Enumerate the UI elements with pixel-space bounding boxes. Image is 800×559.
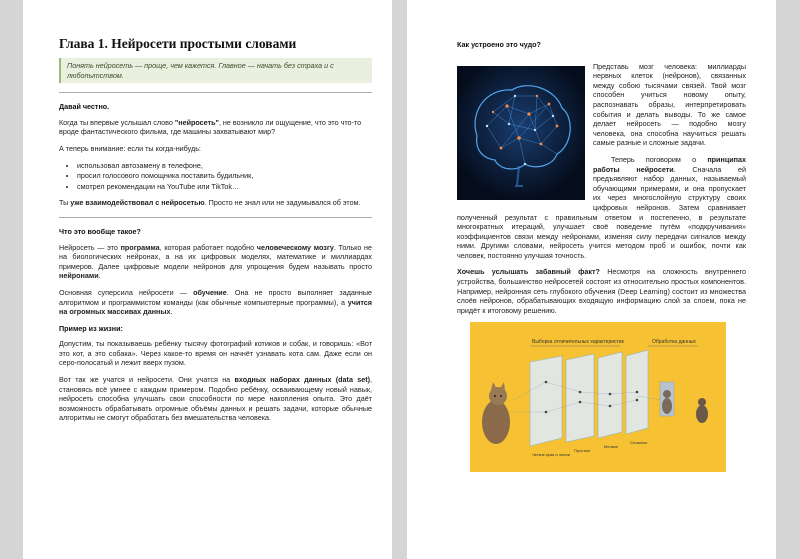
layer-label: Простые [574, 448, 591, 454]
text-run: Несмотря на сложность внутреннего устройства, большинство нейросетей состоят из относительно простых компонентов. Например, нейронная сеть глубокого обучения (Deep Learning) состоит из множества слоёв нейронов, обрабатывающих входящую информацию слой за слоем, пока не придёт к итоговому решению. [457, 267, 747, 315]
text-run: , не возникло ли ощущение, что это что-то вроде фантастического фильма, где машины захватывают мир? [59, 117, 362, 137]
text-run: , которая работает подобно [159, 242, 257, 252]
text-run: . [98, 271, 101, 281]
fun-fact-paragraph [457, 267, 746, 315]
example-paragraph: Допустим, ты показываешь ребёнку тысячу фотографий котиков и собак, и говоришь: «Вот это кот, а это собака». Через какое-то время он начнёт узнавать кота сам. Даже если он серо-полосатый и лежит вверх пузом. [59, 339, 372, 368]
bold-term: нейронами [59, 271, 99, 281]
bold-term: входных наборах данных (data set) [234, 375, 370, 385]
text-run: Вот так же учатся и нейросети. Они учатся на [59, 375, 235, 385]
superpower-paragraph [59, 288, 372, 317]
text-run: . [170, 307, 173, 317]
epigraph-quote: Понять нейросеть — проще, чем кажется. Главное — начать без страха и с любопытством. [59, 58, 372, 83]
text-run: . Она не просто выполняет заданные алгоритмом и программистом команды (как обычные компьютерные программы), а [59, 287, 373, 307]
divider [59, 217, 372, 218]
bold-term: учится на огромных массивах данных [59, 297, 372, 317]
text-run: . Просто не знал или не задумывался об этом. [204, 198, 361, 208]
brain-network-icon [457, 66, 585, 200]
deep-learning-diagram [470, 322, 726, 472]
bold-term: Хочешь услышать забавный факт? [457, 267, 600, 277]
text-run: , становясь всё умнее с каждым примером. Подобно ребёнку, осваивающему новый навык, нейросеть способна улучшать свои способности по мере накопления опыта. Это даёт возможность обрабатывать огромные объёмы данных и решать задачи, которые обычные алгоритмы не смогут обработать без вмешательства человека. [59, 375, 372, 423]
list-item: • использовал автозамену в телефоне, [77, 161, 372, 171]
learning-paragraph [59, 375, 372, 423]
text-run: Нейросеть — это [59, 242, 121, 252]
layer-label: Сложные [630, 440, 648, 446]
diagram-label-processing: Обработка данных [652, 339, 696, 346]
divider [59, 92, 372, 93]
bold-term: "нейросеть" [174, 117, 219, 127]
text-run: Основная суперсила нейросети — [59, 287, 194, 297]
attention-paragraph: А теперь внимание: если ты когда-нибудь: [59, 143, 201, 153]
left-page [23, 0, 392, 559]
diagram-label-features: Выборка отличительных характеристик [532, 339, 624, 346]
text-run: Теперь поговорим о [611, 154, 708, 164]
bold-term: принципах работы нейросети [593, 154, 746, 174]
right-page-content [457, 36, 746, 472]
list-item: • смотрел рекомендации на YouTube или TikTok… [77, 182, 372, 192]
right-page [407, 0, 776, 559]
examples-list [59, 161, 372, 192]
text-run: . Сначала ей предъявляют набор данных, называемый обучающими примерами, и она пропускает их через многослойную структуру своих цифровых нейронов. Затем сравнивает полученный результат с правильным ответом и постепенно, в результате многократных итераций, улучшает своё поведение путём «подкручивания» коэффициентов связи между нейронами, изменяя силу передачи сигналов между ними. Другими словами, нейросеть учится методом проб и ошибок, почти как человек, постоянно улучшая точность. [457, 164, 746, 260]
bold-term: программа [120, 242, 160, 252]
section-heading-what: Что это вообще такое? [59, 226, 141, 236]
text-run: Когда ты впервые услышал слово [59, 117, 175, 127]
intro-paragraph [59, 118, 372, 137]
section-heading-how: Как устроено это чудо? [457, 40, 541, 49]
list-item: • просил голосового помощника поставить будильник, [77, 171, 372, 181]
left-page-content [59, 32, 372, 430]
text-run: Ты [59, 198, 71, 208]
example-heading: Пример из жизни: [59, 323, 123, 333]
neural-layers-illustration [470, 322, 726, 472]
brain-paragraph: Представь мозг человека: миллиарды нервных клеток (нейронов), связанных между собою тысячами связей. Твой мозг способен учиться новому опыту, распознавать образы, интерпретировать события и делать выводы. То же самое делает нейросеть — подобно мозгу человека, она способна научиться решать самые разные и сложные задачи. [593, 61, 746, 148]
layer-label: Четкие края и линии [532, 452, 570, 458]
section-heading-honest: Давай честно. [59, 102, 110, 112]
bold-term: обучение [193, 287, 227, 297]
chapter-title: Глава 1. Нейросети простыми словами [59, 36, 297, 51]
bold-term: человеческому мозгу [256, 242, 334, 252]
text-run: . Только не на биологических нейронах, а на их цифровых моделях, математике и миллиардах примеров. Далее цифровые модели нейронов для упрощения будем называть просто [59, 242, 373, 271]
definition-paragraph [59, 243, 372, 281]
bold-term: уже взаимодействовал с нейросетью [70, 198, 205, 208]
layer-label: Мелкие [604, 444, 619, 450]
conclusion-paragraph [59, 198, 372, 208]
brain-illustration [457, 66, 585, 200]
